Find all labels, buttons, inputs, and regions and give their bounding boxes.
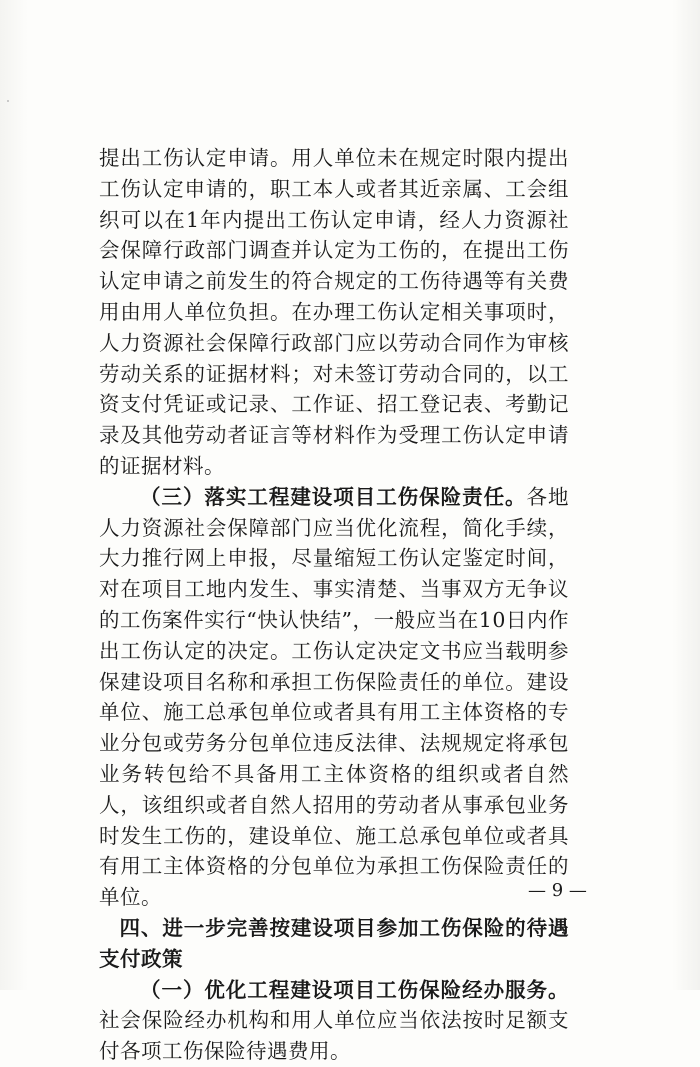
- paragraph-2-body: 各地人力资源社会保障部门应当优化流程，简化手续，大力推行网上申报，尽量缩短工伤认定鉴定时间，对在项目工地内发生、事实清楚、当事双方无争议的工伤案件实行“快认快结”，一般应当在10日内作出工伤认定的决定。工伤认定决定文书应当载明参保建设项目名称和承担工伤保险责任的单位。建设单位、施工总承包单位或者具有用工主体资格的专业分包或劳务分包单位违反法律、法规规定将承包业务转包给不具备用工主体资格的组织或者自然人，该组织或者自然人招用的劳动者从事承包业务时发生工伤的，建设单位、施工总承包单位或者具有用工主体资格的分包单位为承担工伤保险责任的单位。: [99, 484, 570, 910]
- page-number: — 9 —: [528, 880, 587, 901]
- paragraph-2: [99, 482, 569, 913]
- section-heading: 四、进一步完善按建设项目参加工伤保险的待遇支付政策: [99, 915, 569, 971]
- paragraph-3-body: 社会保险经办机构和用人单位应当依法按时足额支付各项工伤保险待遇费用。: [99, 1008, 569, 1064]
- paragraph-3: [99, 975, 569, 1067]
- paragraph-2-title: （三）落实工程建设项目工伤保险责任。: [140, 484, 527, 509]
- scan-speck: [7, 100, 9, 102]
- document-body: [99, 143, 569, 1067]
- paragraph-3-title: （一）优化工程建设项目工伤保险经办服务。: [140, 977, 569, 1002]
- paragraph-1: 提出工伤认定申请。用人单位未在规定时限内提出工伤认定申请的，职工本人或者其近亲属、工会组织可以在1年内提出工伤认定申请，经人力资源社会保障行政部门调查并认定为工伤的，在提出工伤认定申请之前发生的符合规定的工伤待遇等有关费用由用人单位负担。在办理工伤认定相关事项时，人力资源社会保障行政部门应以劳动合同作为审核劳动关系的证据材料；对未签订劳动合同的，以工资支付凭证或记录、工作证、招工登记表、考勤记录及其他劳动者证言等材料作为受理工伤认定申请的证据材料。: [99, 146, 569, 478]
